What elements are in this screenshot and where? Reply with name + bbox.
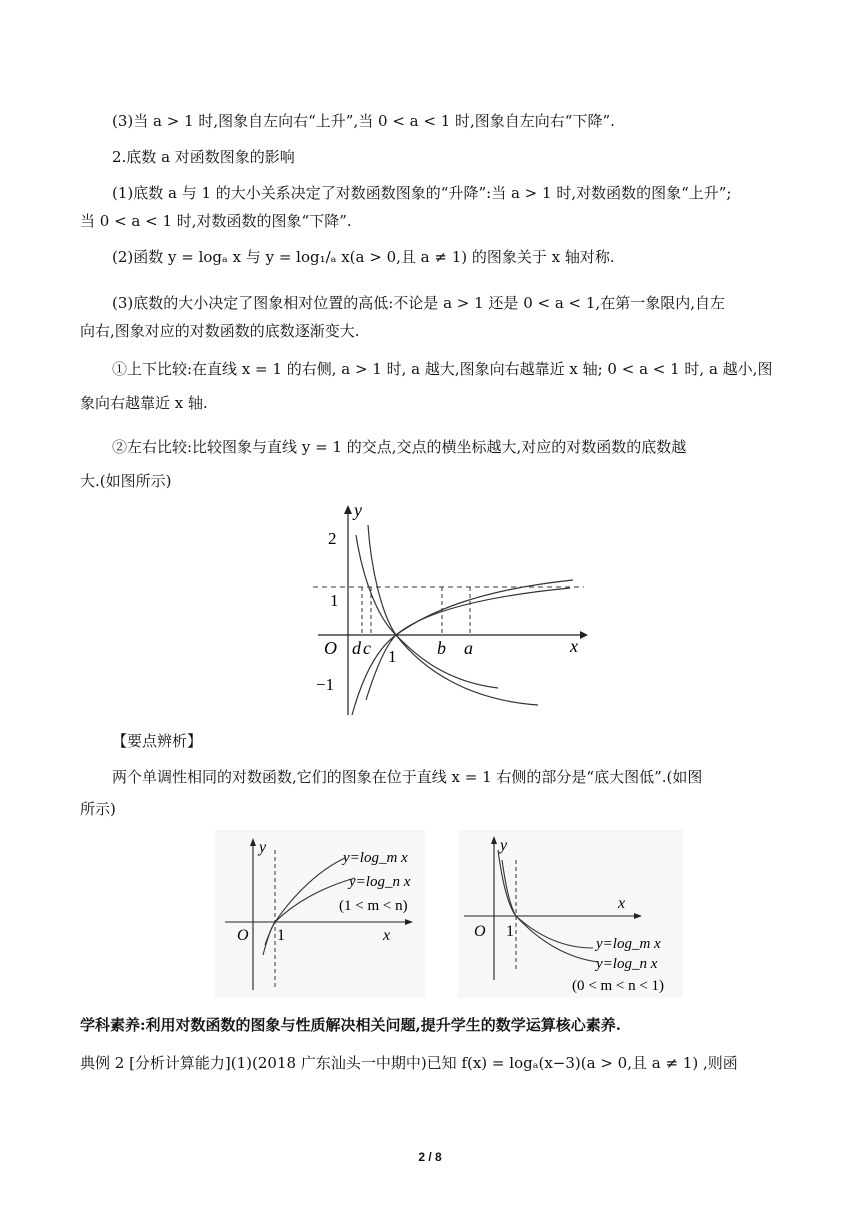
fig1-tick-2: 2 bbox=[328, 529, 337, 548]
fig1-tick-neg1: −1 bbox=[316, 675, 335, 694]
text-line-4: 当 0 < a < 1 时,对数函数的图象“下降”. bbox=[80, 212, 352, 230]
text-line-6: (3)底数的大小决定了图象相对位置的高低:不论是 a > 1 还是 0 < a < 1,在第一象限内,自左 bbox=[112, 294, 725, 312]
page-number: 2 / 8 bbox=[418, 1150, 442, 1164]
fig1-origin: O bbox=[324, 638, 337, 658]
fig1-y-label: y bbox=[354, 500, 362, 520]
text-line-13: 两个单调性相同的对数函数,它们的图象在位于直线 x = 1 右侧的部分是“底大图低”.(如图 bbox=[112, 768, 703, 786]
fig2-tick-x1: 1 bbox=[277, 927, 285, 944]
figure-log-base-comparison bbox=[308, 500, 590, 720]
fig3-curve-m-label: y=log_m x bbox=[596, 936, 661, 952]
fig3-x-label: x bbox=[618, 895, 626, 912]
text-line-9: 象向右越靠近 x 轴. bbox=[80, 394, 208, 412]
text-line-14: 所示) bbox=[80, 800, 116, 818]
figure-decreasing-logs bbox=[458, 830, 683, 998]
fig2-condition: (1 < m < n) bbox=[339, 898, 408, 914]
fig3-origin: O bbox=[474, 923, 486, 940]
fig1-label-c: c bbox=[363, 638, 371, 658]
text-line-1: (3)当 a > 1 时,图象自左向右“上升”,当 0 < a < 1 时,图象自左向右“下降”. bbox=[112, 112, 615, 130]
text-line-5: (2)函数 y = logₐ x 与 y = log₁/ₐ x(a > 0,且 a ≠ 1) 的图象关于 x 轴对称. bbox=[112, 248, 615, 266]
subject-competency: 学科素养:利用对数函数的图象与性质解决相关问题,提升学生的数学运算核心素养. bbox=[80, 1016, 621, 1034]
fig1-x-label: x bbox=[570, 636, 578, 656]
fig3-condition: (0 < m < n < 1) bbox=[572, 978, 665, 994]
fig2-x-label: x bbox=[383, 927, 391, 944]
fig2-curve-n-label: y=log_n x bbox=[349, 874, 411, 890]
figure-increasing-logs bbox=[215, 830, 425, 998]
fig3-y-label: y bbox=[500, 837, 508, 854]
fig3-tick-x1: 1 bbox=[506, 923, 514, 940]
section-heading-key-points: 【要点辨析】 bbox=[112, 732, 203, 750]
fig1-tick-1: 1 bbox=[330, 591, 339, 610]
fig1-label-d: d bbox=[352, 638, 361, 658]
fig2-curve-m-label: y=log_m x bbox=[343, 850, 408, 866]
text-line-2: 2.底数 a 对函数图象的影响 bbox=[112, 148, 295, 166]
text-line-11: 大.(如图所示) bbox=[80, 472, 172, 490]
text-line-3: (1)底数 a 与 1 的大小关系决定了对数函数图象的“升降”:当 a > 1 时,对数函数的图象“上升”; bbox=[112, 184, 732, 202]
fig1-label-a: a bbox=[464, 638, 473, 658]
fig3-curve-n-label: y=log_n x bbox=[596, 956, 658, 972]
text-line-7: 向右,图象对应的对数函数的底数逐渐变大. bbox=[80, 322, 360, 340]
text-line-8: ①上下比较:在直线 x = 1 的右侧, a > 1 时, a 越大,图象向右越靠近 x 轴; 0 < a < 1 时, a 越小,图 bbox=[112, 360, 773, 378]
fig2-y-label: y bbox=[259, 839, 267, 856]
fig1-label-b: b bbox=[437, 638, 446, 658]
fig2-origin: O bbox=[237, 927, 249, 944]
fig1-tick-x1: 1 bbox=[388, 647, 397, 666]
text-line-10: ②左右比较:比较图象与直线 y = 1 的交点,交点的横坐标越大,对应的对数函数的底数越 bbox=[112, 438, 687, 456]
example-2-intro: 典例 2 [分析计算能力](1)(2018 广东汕头一中期中)已知 f(x) = logₐ(x−3)(a > 0,且 a ≠ 1) ,则函 bbox=[80, 1054, 738, 1072]
